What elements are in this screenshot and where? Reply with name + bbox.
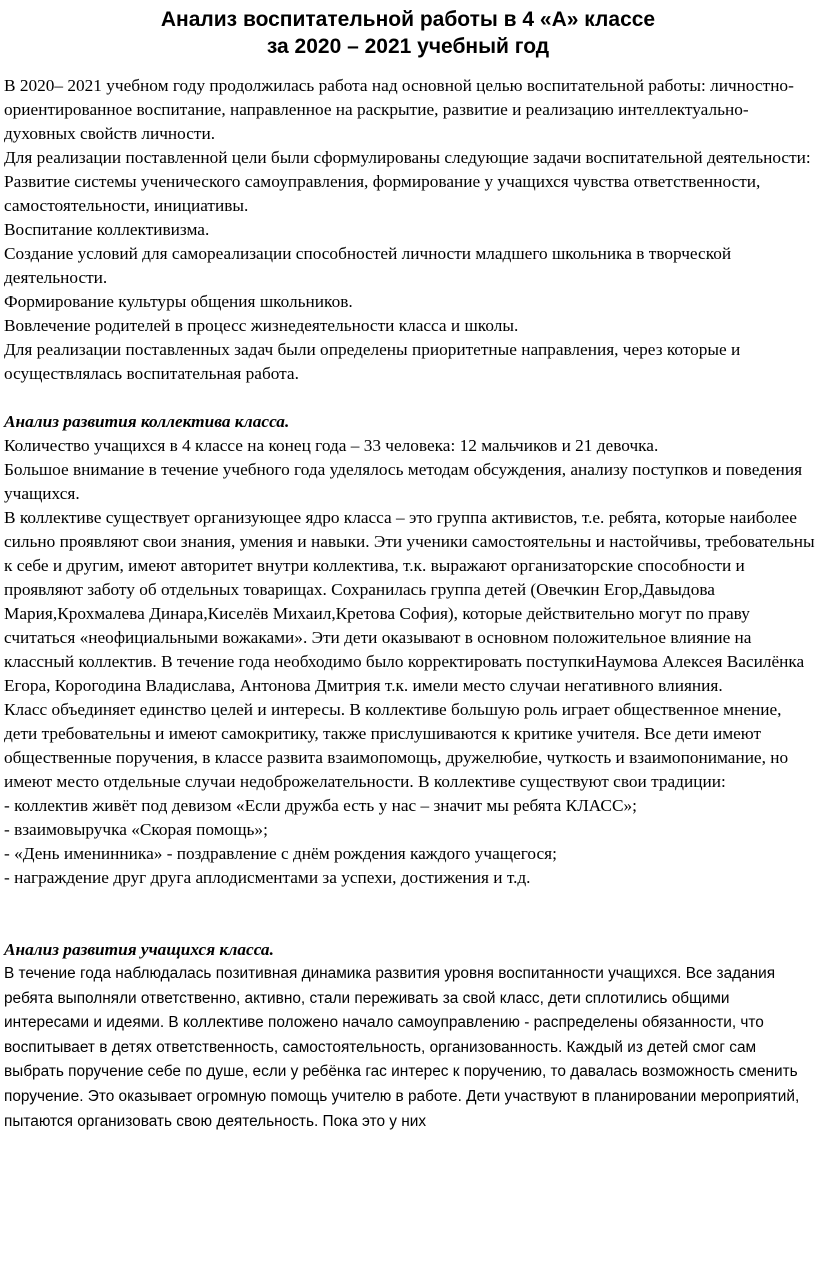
task-parents-involvement: Вовлечение родителей в процесс жизнедеятельности класса и школы.: [4, 316, 519, 335]
section-heading-collective: Анализ развития коллектива класса.: [4, 412, 290, 431]
paragraph-discussion-methods: Большое внимание в течение учебного года уделялось методам обсуждения, анализу поступков и поведения учащихся.: [4, 460, 803, 503]
tradition-item: - награждение друг друга аплодисментами за успехи, достижения и т.д.: [4, 868, 531, 887]
paragraph-student-count: Количество учащихся в 4 классе на конец года – 33 человека: 12 мальчиков и 21 девочка.: [4, 436, 659, 455]
paragraph-activists: В коллективе существует организующее ядро класса – это группа активистов, т.е. ребята, которые наиболее сильно проявляют свои знания, умения и навыки. Эти ученики самостоятельны и настойчивы, требовательны к себе и другим, имеют авторитет внутри коллектива, т.к. выражают организаторские способности и проявляют заботу об отдельных товарищах. Сохранилась группа детей (Овечкин Егор,Давыдова Мария,Крохмалева Динара,Киселёв Михаил,Кретова София), которые действительно могут по праву считаться «неофициальными вожаками». Эти дети оказывают в основном положительное влияние на классный коллектив. В течение года необходимо было корректировать поступкиНаумова Алексея Василёнка Егора, Корогодина Владислава, Антонова Дмитрия т.к. имели место случаи негативного влияния.: [4, 508, 815, 695]
document-title: [0, 6, 816, 60]
tradition-item: - коллектив живёт под девизом «Если дружба есть у нас – значит мы ребята КЛАСС»;: [4, 796, 637, 815]
title-line-2: за 2020 – 2021 учебный год: [266, 35, 550, 58]
tradition-item: - взаимовыручка «Скорая помощь»;: [4, 820, 268, 839]
task-collectivism: Воспитание коллективизма.: [4, 220, 210, 239]
intro-paragraph-tasks: Для реализации поставленной цели были сформулированы следующие задачи воспитательной деятельности:: [4, 148, 811, 167]
title-line-1: Анализ воспитательной работы в 4 «А» классе: [160, 8, 656, 31]
tradition-item: - «День именинника» - поздравление с днём рождения каждого учащегося;: [4, 844, 557, 863]
spacer: [4, 890, 816, 938]
spacer: [4, 386, 816, 410]
task-communication-culture: Формирование культуры общения школьников.: [4, 292, 353, 311]
intro-paragraph-directions: Для реализации поставленных задач были определены приоритетные направления, через которые и осуществлялась воспитательная работа.: [4, 340, 741, 383]
document-body: [4, 74, 816, 1134]
paragraph-student-development: В течение года наблюдалась позитивная динамика развития уровня воспитанности учащихся. Все задания ребята выполняли ответственно, активно, стали переживать за свой класс, дети сплотились общими интересами и идеями. В коллективе положено начало самоуправлению - распределены обязанности, что воспитывает в детях ответственность, самостоятельность, организованность. Каждый из детей смог сам выбрать поручение себе по душе, если у ребёнка гас интерес к поручению, то давалась возможность сменить поручение. Это оказывает огромную помощь учителю в работе. Дети участвуют в планировании мероприятий, пытаются организовать свою деятельность. Пока это у них: [4, 965, 800, 1130]
intro-paragraph-goal: В 2020– 2021 учебном году продолжилась работа над основной целью воспитательной работы: личностно-ориентированное воспитание, направленное на раскрытие, развитие и реализацию интеллектуально-духовных свойств личности.: [4, 76, 794, 143]
paragraph-class-unity: Класс объединяет единство целей и интересы. В коллективе большую роль играет общественное мнение, дети требовательны и имеют самокритику, также прислушиваются к критике учителя. Все дети имеют общественные поручения, в классе развита взаимопомощь, дружелюбие, чуткость и взаимопонимание, но имеют место отдельные случаи недоброжелательности. В коллективе существуют свои традиции:: [4, 700, 789, 791]
task-self-government: Развитие системы ученического самоуправления, формирование у учащихся чувства ответственности, самостоятельности, инициативы.: [4, 172, 761, 215]
task-self-realization: Создание условий для самореализации способностей личности младшего школьника в творческой деятельности.: [4, 244, 732, 287]
section-heading-students: Анализ развития учащихся класса.: [4, 940, 274, 959]
